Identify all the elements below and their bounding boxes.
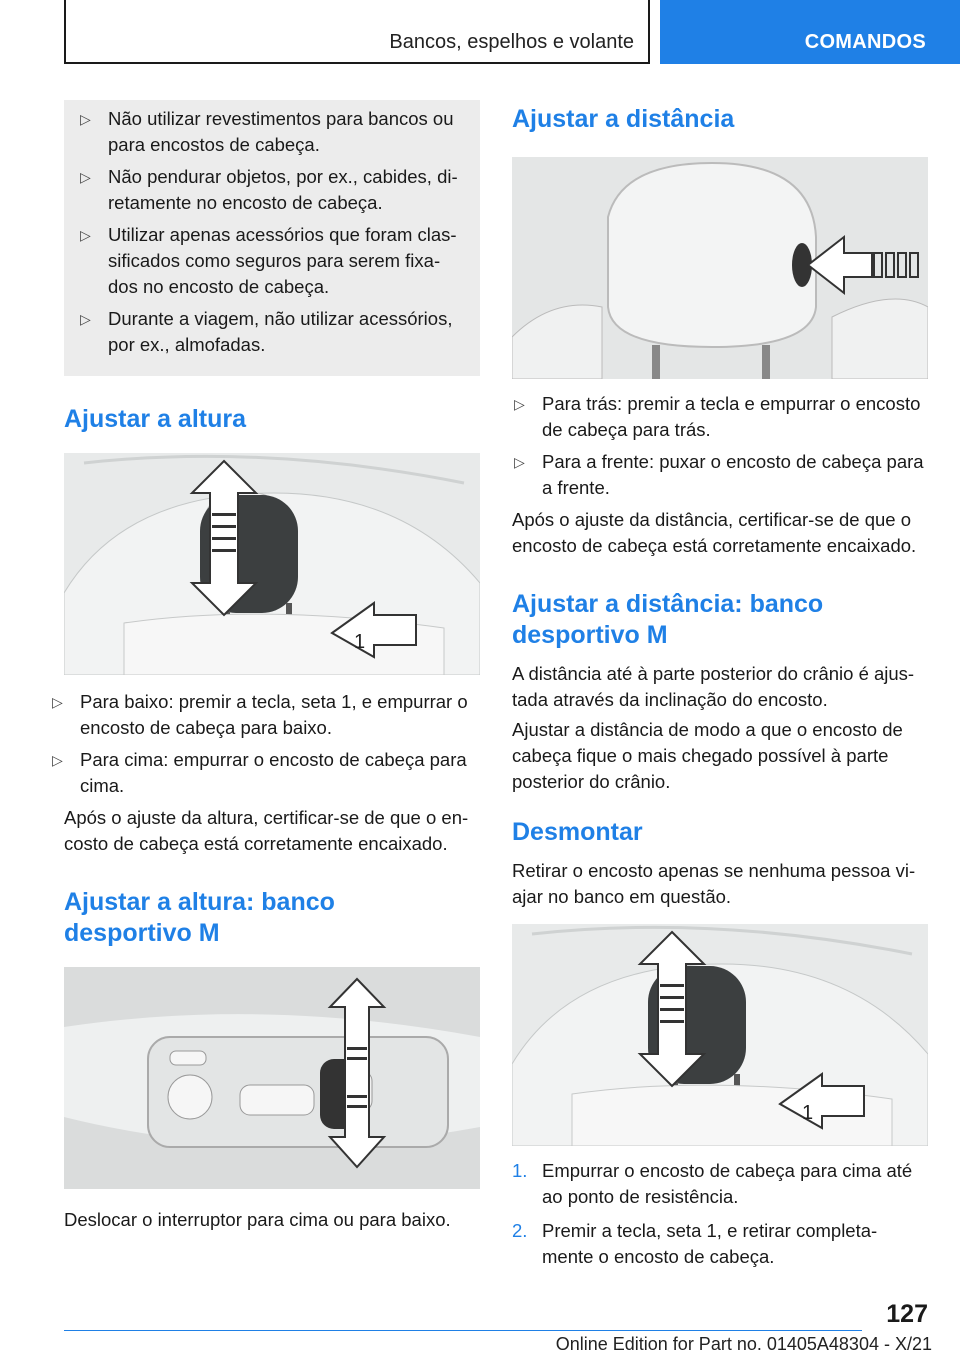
heading-adjust-distance: Ajustar a distância (512, 105, 735, 133)
warning-text: Não pendurar objetos, por ex., cabides, di-retamente no encosto de cabeça. (108, 166, 458, 213)
step-text: Premir a tecla, seta 1, e retirar completa-mente o encosto de cabeça. (542, 1220, 878, 1267)
heading-adjust-height: Ajustar a altura (64, 405, 247, 433)
triangle-bullet-icon: ▷ (52, 752, 63, 768)
bullet-text: Para cima: empurrar o encosto de cabeça para cima. (80, 749, 467, 796)
step-number: 1. (512, 1160, 528, 1181)
heading-adjust-height-sport: Ajustar a altura: banco desportivo M (64, 888, 335, 947)
heading-remove: Desmontar (512, 818, 643, 846)
bullet-text: Para trás: premir a tecla e empurrar o encosto de cabeça para trás. (542, 393, 921, 440)
warning-text: Não utilizar revestimentos para bancos ou para encostos de cabeça. (108, 108, 454, 155)
triangle-bullet-icon: ▷ (514, 396, 525, 412)
heading-adjust-distance-sport: Ajustar a distância: banco desportivo M (512, 590, 824, 649)
section-title-text: Bancos, espelhos e volante (389, 31, 634, 53)
step-text: Empurrar o encosto de cabeça para cima até ao ponto de resistência. (542, 1160, 913, 1207)
header-chapter-tab[interactable] (660, 0, 960, 64)
triangle-bullet-icon: ▷ (514, 454, 525, 470)
right-column (512, 104, 928, 1278)
headrest-remove-figure (512, 924, 928, 1146)
arrow-label-1: 1 (354, 631, 366, 653)
warning-item (78, 222, 466, 300)
warning-text: Durante a viagem, não utilizar acessórios, por ex., almofadas. (108, 308, 453, 355)
warning-item (78, 164, 466, 216)
sport-seat-switch-figure (64, 967, 480, 1189)
distance-bullets (512, 391, 928, 501)
height-bullets (50, 689, 480, 799)
bullet-text: Para a frente: puxar o encosto de cabeça para a frente. (542, 451, 924, 498)
list-item (512, 449, 928, 501)
footer-edition: Online Edition for Part no. 01405A48304 - X/21 (555, 1334, 932, 1354)
triangle-bullet-icon: ▷ (80, 227, 91, 243)
list-item (50, 747, 480, 799)
distance-note: Após o ajuste da distância, certificar-se de que o encosto de cabeça está corretamente encaixado. (512, 509, 917, 556)
list-item (512, 1218, 928, 1270)
headrest-height-figure (64, 453, 480, 675)
footer-divider (64, 1330, 862, 1331)
sport-distance-p1: A distância até à parte posterior do crânio é ajus-tada através da inclinação do encosto. (512, 663, 915, 710)
triangle-bullet-icon: ▷ (80, 111, 91, 127)
bullet-text: Para baixo: premir a tecla, seta 1, e empurrar o encosto de cabeça para baixo. (80, 691, 468, 738)
triangle-bullet-icon: ▷ (80, 311, 91, 327)
list-item (512, 391, 928, 443)
remove-steps (512, 1158, 928, 1270)
headrest-distance-figure (512, 157, 928, 379)
chapter-tab-text: COMANDOS (804, 31, 926, 53)
warning-list (78, 106, 466, 358)
triangle-bullet-icon: ▷ (80, 169, 91, 185)
arrow-label-1: 1 (802, 1102, 814, 1124)
header-section-title (64, 0, 650, 64)
warning-item (78, 106, 466, 158)
triangle-bullet-icon: ▷ (52, 694, 63, 710)
warning-text: Utilizar apenas acessórios que foram clas-sificados como seguros para serem fixa-dos no encosto de cabeça. (108, 224, 457, 297)
warning-box (64, 100, 480, 376)
sport-distance-p2: Ajustar a distância de modo a que o encosto de cabeça fique o mais chegado possível à parte posterior do crânio. (512, 719, 903, 792)
warning-item (78, 306, 466, 358)
left-column (52, 100, 480, 1237)
list-item (50, 689, 480, 741)
sport-height-text: Deslocar o interruptor para cima ou para baixo. (64, 1209, 451, 1230)
list-item (512, 1158, 928, 1210)
step-number: 2. (512, 1220, 528, 1241)
height-note: Após o ajuste da altura, certificar-se de que o en-costo de cabeça está corretamente encaixado. (64, 807, 469, 854)
remove-text: Retirar o encosto apenas se nenhuma pessoa vi-ajar no banco em questão. (512, 860, 916, 907)
page-number: 127 (886, 1300, 928, 1328)
